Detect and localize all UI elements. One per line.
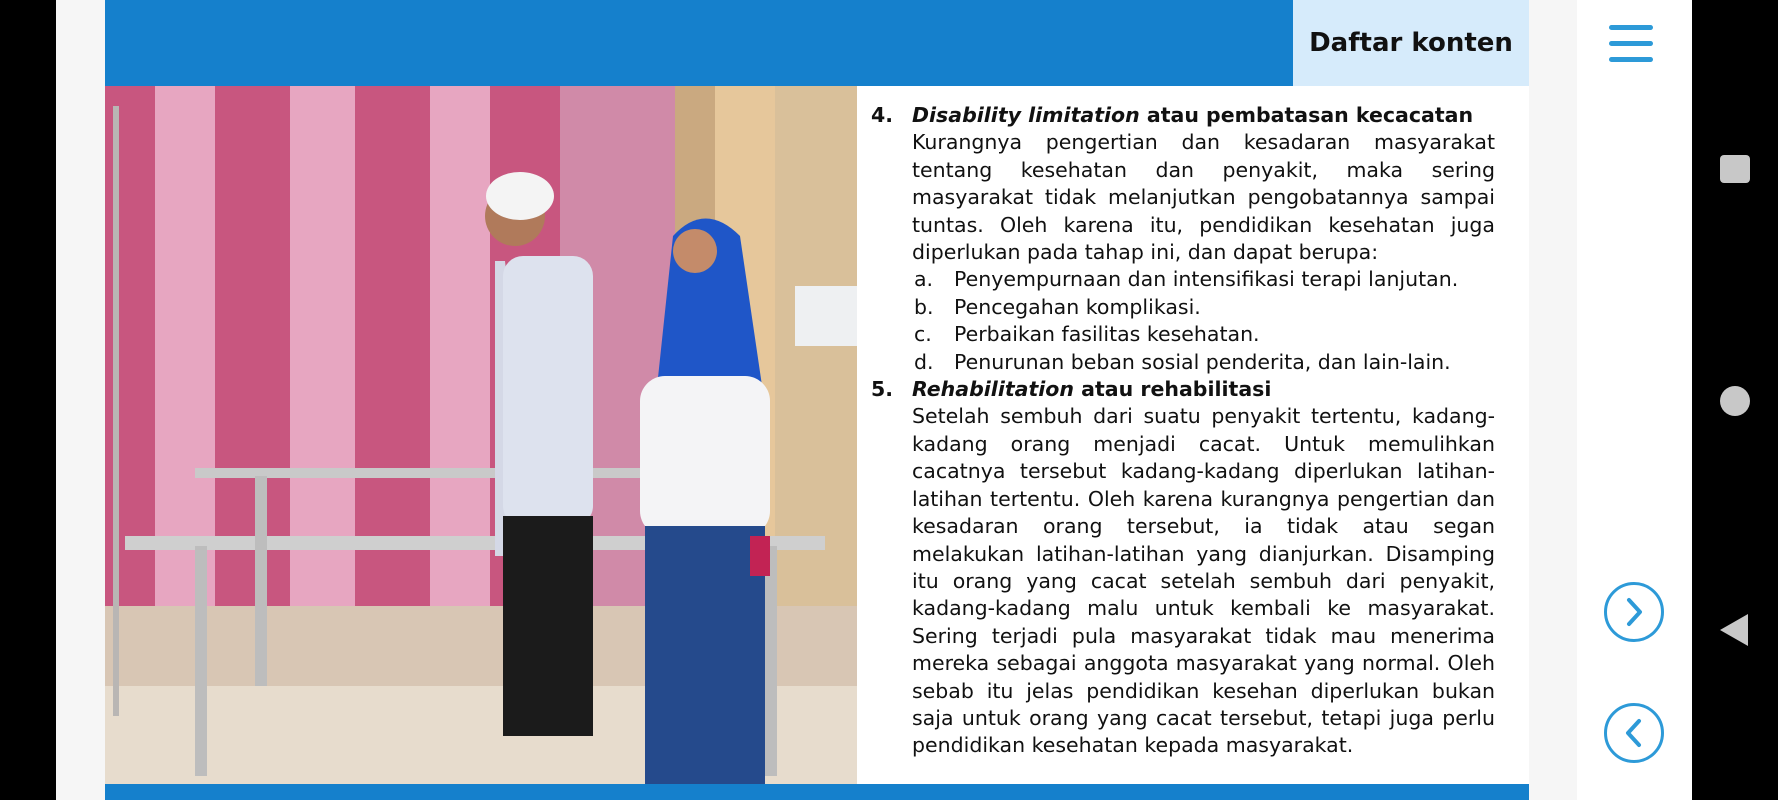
list-item (871, 376, 1495, 760)
sub-letter: b. (914, 294, 934, 319)
sub-list-item (912, 294, 1495, 321)
footer-bar (105, 784, 1529, 800)
rehabilitation-photo (105, 86, 857, 784)
section-paragraph: Setelah sembuh dari suatu penyakit tertentu, kadang-kadang orang menjadi cacat. Untuk memulihkan cacatnya tersebut kadang-kadang diperlukan latihan-latihan tertentu. Oleh karena kurangnya pengertian dan kesadaran orang tersebut, ia tidak atau segan melakukan latihan-latihan yang dianjurkan. Disamping itu orang yang cacat setelah sembuh dari penyakit, kadang-kadang malu untuk kembali ke masyarakat. Sering terjadi pula masyarakat tidak mau menerima mereka sebagai anggota masyarakat yang normal. Oleh sebab itu jelas pendidikan kesehan diperlukan bukan saja untuk orang yang cacat tersebut, tetapi juga perlu pendidikan kesehatan kepada masyarakat. (912, 404, 1495, 758)
heading-rest: atau rehabilitasi (1074, 377, 1272, 402)
section-heading (912, 102, 1495, 129)
ebook-page (857, 86, 1529, 784)
item-number: 5. (871, 377, 894, 402)
next-page-button[interactable] (1604, 582, 1664, 642)
sub-text: Penyempurnaan dan intensifikasi terapi lanjutan. (954, 267, 1459, 292)
section-paragraph: Kurangnya pengertian dan kesadaran masyarakat tentang kesehatan dan penyakit, maka sering masyarakat tidak melanjutkan pengobatannya sampai tuntas. Oleh karena itu, pendidikan kesehatan juga diperlukan pada tahap ini, dan dapat berupa: (912, 130, 1495, 265)
sub-text: Perbaikan fasilitas kesehatan. (954, 322, 1260, 347)
android-navigation-bar (1692, 0, 1778, 800)
hamburger-icon (1609, 57, 1653, 62)
hamburger-icon (1609, 41, 1653, 46)
sub-list-item (912, 321, 1495, 348)
page-content (871, 102, 1495, 760)
sub-list-item (912, 349, 1495, 376)
hamburger-icon (1609, 25, 1653, 30)
item-number: 4. (871, 103, 894, 127)
heading-italic: Rehabilitation (912, 377, 1074, 402)
sub-letter: a. (914, 267, 934, 292)
section-heading (912, 376, 1495, 403)
heading-italic: Disability limitation (912, 103, 1140, 127)
chevron-right-icon (1607, 585, 1661, 639)
sub-letter: c. (914, 322, 932, 347)
table-of-contents-button[interactable]: Daftar konten (1293, 0, 1529, 86)
home-button[interactable] (1720, 386, 1750, 416)
list-item (871, 102, 1495, 376)
sub-letter: d. (914, 349, 934, 374)
side-panel (1577, 0, 1692, 800)
heading-rest: atau pembatasan kecacatan (1139, 103, 1474, 127)
sub-text: Penurunan beban sosial penderita, dan lain-lain. (954, 349, 1451, 374)
menu-button[interactable] (1607, 24, 1657, 64)
back-button[interactable] (1720, 614, 1748, 646)
sub-text: Pencegahan komplikasi. (954, 294, 1201, 319)
sub-list-item (912, 266, 1495, 293)
chevron-left-icon (1607, 706, 1661, 760)
previous-page-button[interactable] (1604, 703, 1664, 763)
header-bar (105, 0, 1293, 86)
ebook-reader (56, 0, 1692, 800)
recent-apps-button[interactable] (1720, 155, 1750, 183)
